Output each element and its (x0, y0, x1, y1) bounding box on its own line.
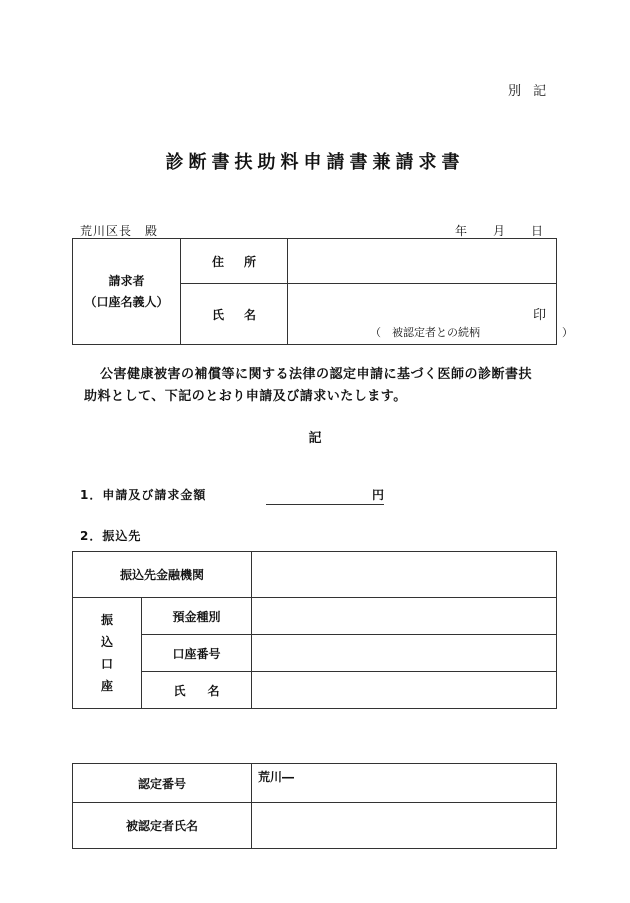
relation-field[interactable] (370, 324, 573, 340)
patient-name-label: 被認定者氏名 (73, 803, 252, 849)
vertical-char-3: 口 (100, 657, 113, 671)
account-number-field[interactable] (252, 635, 557, 672)
account-name-label: 氏名 (142, 672, 252, 709)
page-title: 診断書扶助料申請書兼請求書 (165, 152, 465, 173)
address-label: 住所 (181, 239, 288, 284)
applicant-label-line2: （口座名義人） (84, 294, 169, 309)
relation-close: ） (562, 326, 573, 339)
patient-name-field[interactable] (252, 803, 557, 849)
name-field[interactable] (288, 284, 573, 345)
body-line-1: 公害健康被害の補償等に関する法律の認定申請に基づく医師の診断書扶 (100, 367, 533, 382)
date-day-label: 日 (531, 224, 544, 238)
address-field[interactable] (288, 239, 557, 284)
account-number-label: 口座番号 (142, 635, 252, 672)
account-name-field[interactable] (252, 672, 557, 709)
ki-heading: 記 (308, 431, 322, 446)
transfer-label: 2．振込先 (80, 529, 142, 543)
applicant-table (72, 238, 573, 345)
institution-field[interactable] (252, 552, 557, 598)
applicant-label-line1: 請求者 (108, 273, 145, 288)
seal-mark: 印 (532, 308, 546, 323)
certification-table (72, 763, 557, 849)
amount-label: 1．申請及び請求金額 (80, 488, 207, 502)
relation-label: （ 被認定者との続柄 (370, 326, 480, 339)
vertical-char-2: 込 (100, 635, 113, 649)
applicant-label (73, 239, 181, 345)
account-vertical-label (73, 598, 142, 709)
name-label: 氏名 (181, 284, 288, 345)
date-month-label: 月 (493, 224, 506, 238)
betsuki-label: 別 記 (508, 84, 551, 99)
body-line-2: 助料として、下記のとおり申請及び請求いたします。 (84, 389, 407, 404)
deposit-type-field[interactable] (252, 598, 557, 635)
deposit-type-label: 預金種別 (142, 598, 252, 635)
cert-number-label: 認定番号 (73, 764, 252, 803)
vertical-char-4: 座 (100, 679, 113, 693)
cert-number-field[interactable] (252, 764, 557, 803)
body-paragraph (84, 364, 560, 408)
addressee: 荒川区長 殿 (80, 224, 159, 238)
amount-unit: 円 (371, 488, 384, 502)
date-year-label: 年 (455, 224, 468, 238)
amount-field[interactable] (266, 486, 384, 505)
cert-number-value: 荒川― (258, 770, 295, 784)
vertical-char-1: 振 (100, 613, 113, 627)
institution-label: 振込先金融機関 (73, 552, 252, 598)
bank-table (72, 551, 557, 709)
